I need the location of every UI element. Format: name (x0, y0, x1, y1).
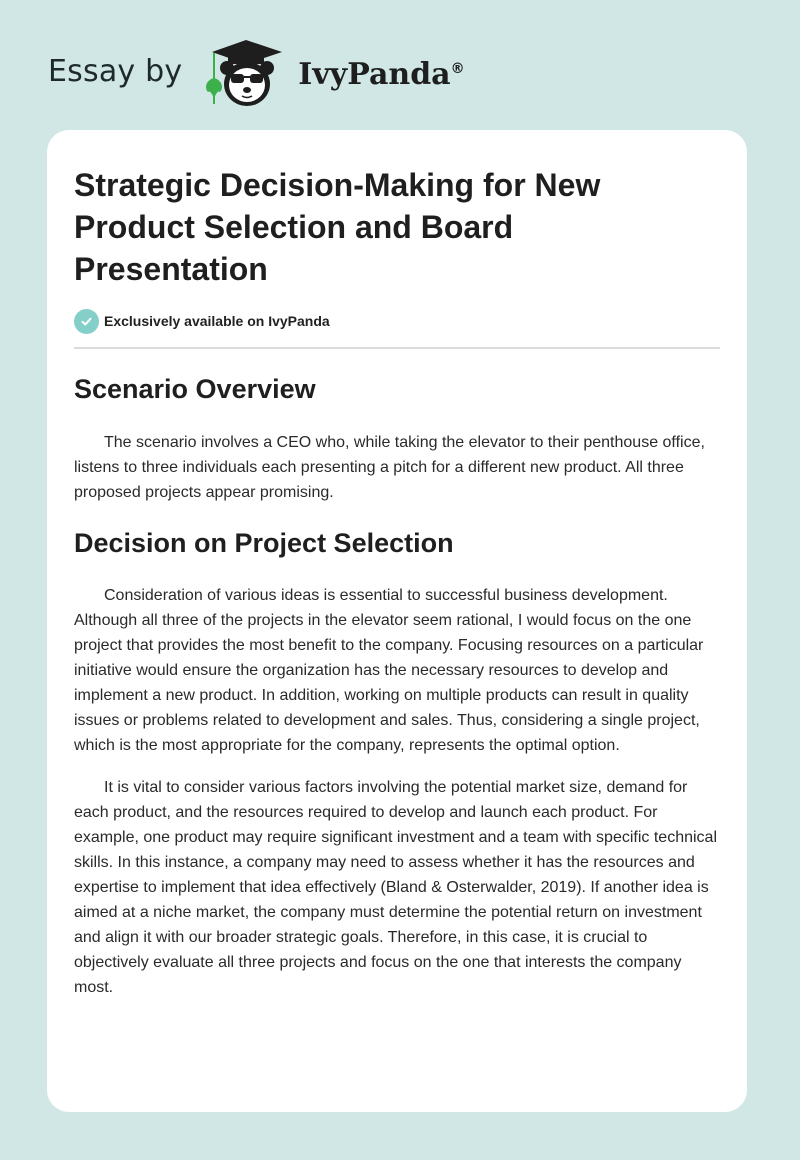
essay-card (47, 130, 747, 1112)
essay-by-label: Essay by (48, 54, 183, 89)
brand-header (48, 36, 465, 111)
divider (74, 347, 720, 349)
brand-wordmark: IvyPanda® (298, 57, 465, 92)
section-scenario-overview (74, 371, 720, 505)
section-heading: Scenario Overview (74, 374, 316, 404)
paragraph: Consideration of various ideas is essential to successful business development. Although all three of the projects in the elevator seem rational, I would focus on the one project that provides the most benefit to the company. Focusing resources on a particular initiative would ensure the organization has the necessary resources to develop and implement a new product. In addition, working on multiple products can result in quality issues or problems related to development and sales. Thus, considering a single project, which is the most appropriate for the company, represents the optimal option. (74, 587, 704, 754)
essay-title: Strategic Decision-Making for New Product Selection and Board Presentation (74, 167, 601, 287)
section-decision-on-project-selection (74, 525, 720, 1000)
panda-graduation-cap-logo-icon (200, 38, 292, 110)
section-heading: Decision on Project Selection (74, 528, 454, 558)
check-circle-icon (74, 309, 99, 334)
paragraph: It is vital to consider various factors involving the potential market size, demand for each product, and the resources required to develop and launch each product. For example, one product may require significant investment and a team with specific technical skills. In this instance, a company may need to assess whether it has the resources and expertise to implement that idea effectively (Bland & Osterwalder, 2019). If another idea is aimed at a niche market, the company must determine the potential return on investment and align it with our broader strategic goals. Therefore, in this case, it is crucial to objectively evaluate all three projects and focus on the one that interests the company most. (74, 779, 717, 996)
exclusive-label: Exclusively available on IvyPanda (104, 313, 330, 329)
exclusive-badge (74, 308, 720, 334)
paragraph: The scenario involves a CEO who, while taking the elevator to their penthouse office, listens to three individuals each presenting a pitch for a different new product. All three proposed projects appear promising. (74, 434, 705, 501)
